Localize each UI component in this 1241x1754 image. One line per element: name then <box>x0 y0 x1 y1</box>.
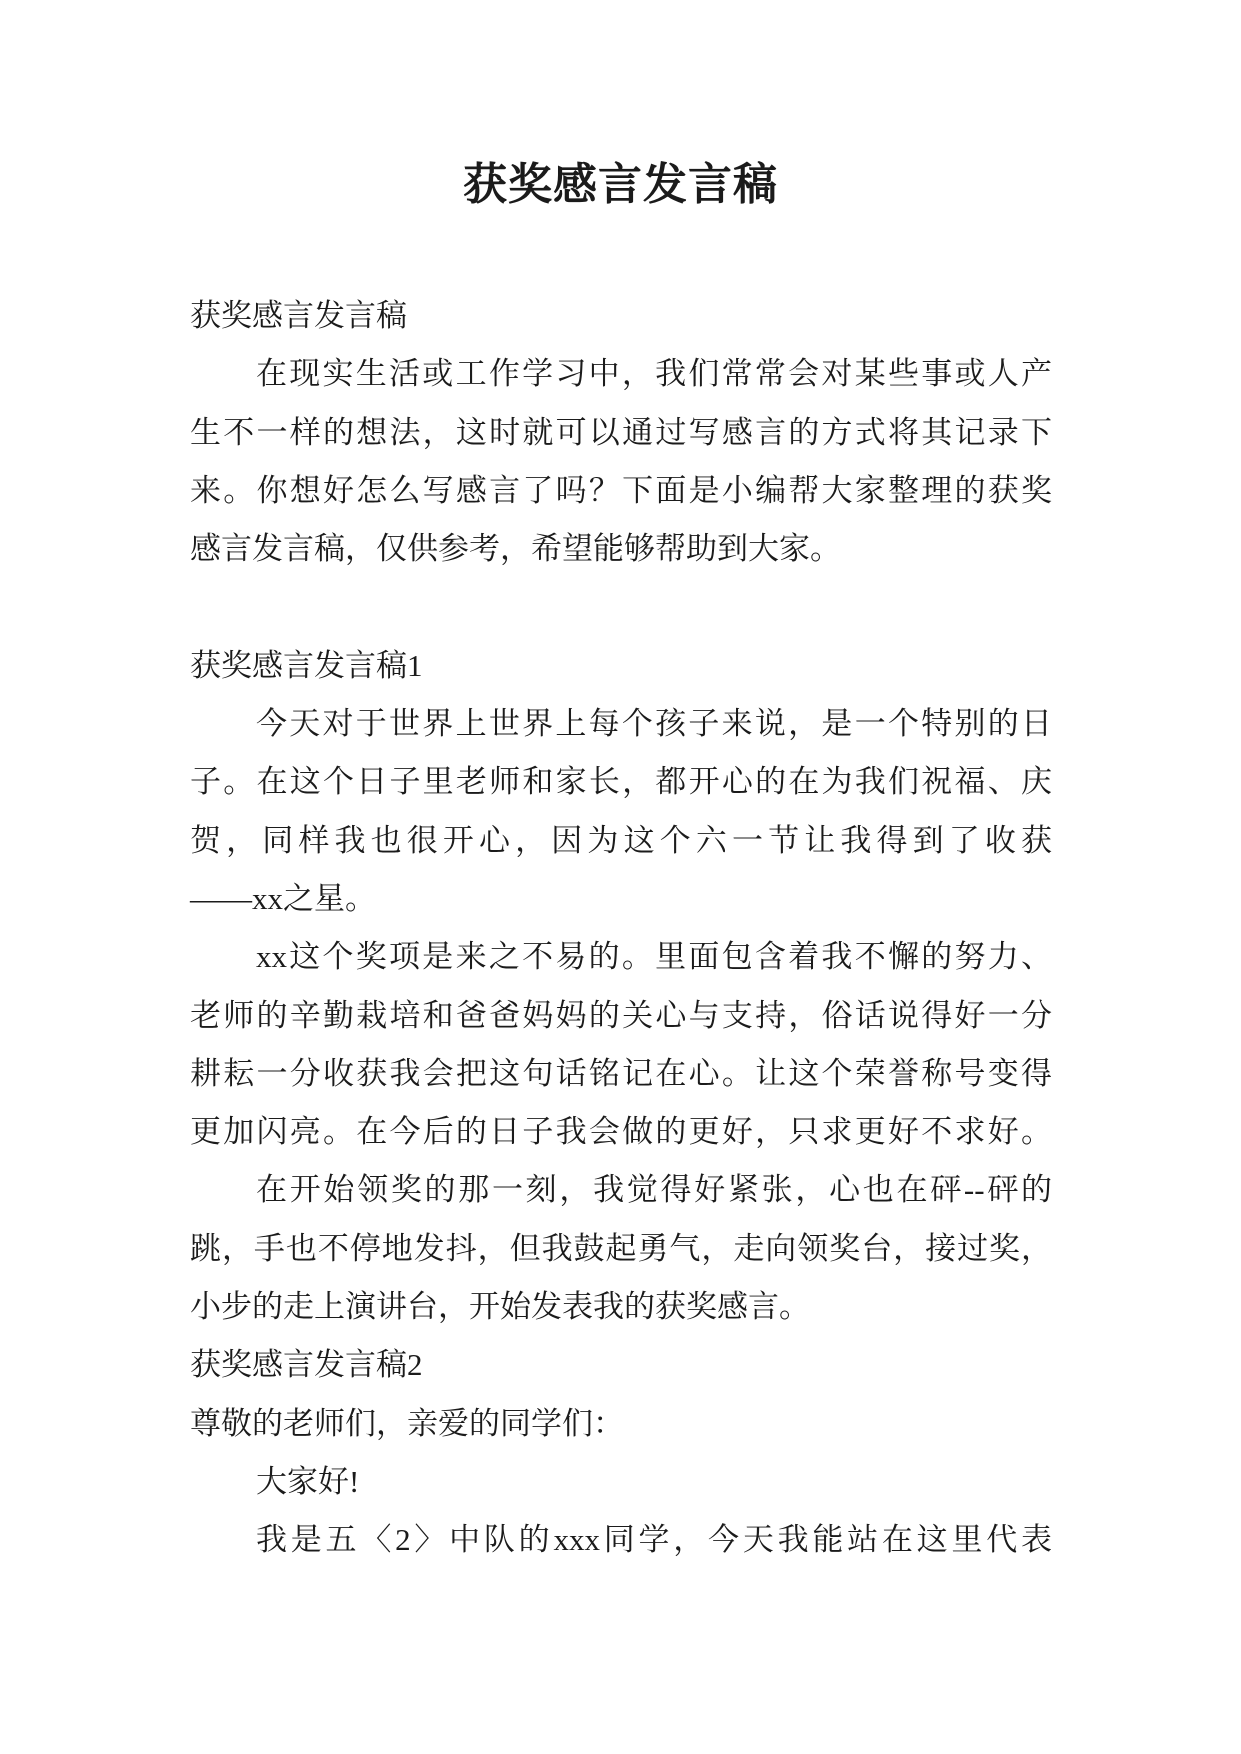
paragraph-line: 跳，手也不停地发抖，但我鼓起勇气，走向领奖台，接过奖， <box>190 1230 1052 1266</box>
section-heading: 获奖感言发言稿 <box>190 298 407 333</box>
greeting-line: 大家好! <box>256 1463 360 1499</box>
speech-1-paragraph-2 <box>190 928 1052 1161</box>
paragraph-line: 耕耘一分收获我会把这句话铭记在心。让这个荣誉称号变得 <box>190 1055 1052 1091</box>
salutation: 尊敬的老师们，亲爱的同学们： <box>190 1405 624 1441</box>
paragraph-line: 更加闪亮。在今后的日子我会做的更好，只求更好不求好。 <box>190 1114 1052 1150</box>
paragraph-line: 我是五〈2〉中队的xxx同学，今天我能站在这里代表 <box>256 1522 1052 1558</box>
paragraph-line: 在开始领奖的那一刻，我觉得好紧张，心也在砰--砰的 <box>256 1172 1052 1208</box>
paragraph-line: ——xx之星。 <box>190 880 376 916</box>
paragraph-line: 贺，同样我也很开心，因为这个六一节让我得到了收获 <box>190 822 1052 858</box>
document-body <box>190 287 1052 1570</box>
intro-paragraph <box>190 345 1052 578</box>
paragraph-line: 老师的辛勤栽培和爸爸妈妈的关心与支持，俗话说得好一分 <box>190 997 1052 1033</box>
paragraph-line: 感言发言稿，仅供参考，希望能够帮助到大家。 <box>190 531 841 567</box>
paragraph-line: 今天对于世界上世界上每个孩子来说，是一个特别的日 <box>256 706 1052 742</box>
intro-section <box>190 287 1052 578</box>
paragraph-line: 来。你想好怎么写感言了吗？下面是小编帮大家整理的获奖 <box>190 472 1052 508</box>
section-heading: 获奖感言发言稿2 <box>190 1347 423 1383</box>
speech-section-1 <box>190 637 1052 1337</box>
speech-section-2 <box>190 1336 1052 1569</box>
document-title: 获奖感言发言稿 <box>463 159 778 210</box>
paragraph-line: xx这个奖项是来之不易的。里面包含着我不懈的努力、 <box>256 939 1052 975</box>
section-spacer <box>190 578 1052 636</box>
speech-1-paragraph-3 <box>190 1161 1052 1336</box>
paragraph-line: 生不一样的想法，这时就可以通过写感言的方式将其记录下 <box>190 414 1052 450</box>
paragraph-line: 在现实生活或工作学习中，我们常常会对某些事或人产 <box>256 356 1052 392</box>
paragraph-line: 小步的走上演讲台，开始发表我的获奖感言。 <box>190 1289 810 1325</box>
section-heading: 获奖感言发言稿1 <box>190 647 423 683</box>
paragraph-line: 子。在这个日子里老师和家长，都开心的在为我们祝福、庆 <box>190 764 1052 800</box>
speech-1-paragraph-1 <box>190 695 1052 928</box>
